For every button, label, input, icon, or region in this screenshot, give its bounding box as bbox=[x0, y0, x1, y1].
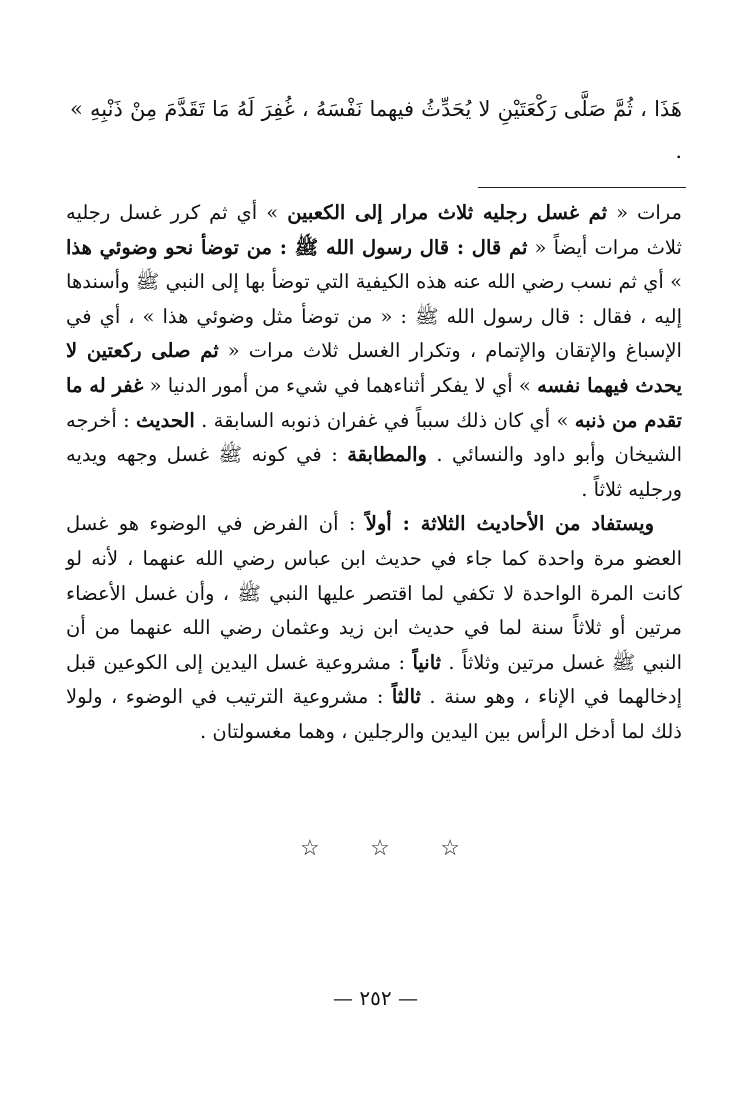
benefits-paragraph bbox=[66, 507, 682, 749]
text-run: » أي كان ذلك سبباً في غفران ذنوبه السابقة . bbox=[194, 408, 575, 432]
bold-phrase: غفر له ما تقدم من ذنبه bbox=[66, 373, 682, 432]
text-run: : مشروعية غسل اليدين إلى الكوعين قبل إدخالهما في الإناء ، وهو سنة . bbox=[66, 650, 682, 709]
separator-rule bbox=[478, 187, 686, 188]
bold-phrase: ثم صلى ركعتين لا يحدث فيهما نفسه bbox=[66, 339, 682, 397]
bold-phrase: ثم قال : قال رسول الله ﷺ : من توضأ نحو وضوئي هذا bbox=[66, 235, 528, 259]
section-divider bbox=[300, 836, 460, 861]
bold-phrase: والمطابقة bbox=[347, 443, 427, 467]
text-run: : في كونه ﷺ غسل وجهه ويديه ورجليه ثلاثاً . bbox=[66, 443, 682, 501]
text-run: » أي ثم كرر غسل رجليه ثلاث مرات أيضاً « bbox=[66, 201, 682, 259]
bold-phrase: ويستفاد من الأحاديث الثلاثة : أولاً bbox=[365, 512, 654, 536]
bold-phrase: ثالثاً bbox=[391, 685, 421, 709]
hadith-text: هَذَا ، ثُمَّ صَلَّى رَكْعَتَيْنِ لا يُحَدِّثُ فيهما نَفْسَهُ ، غُفِرَ لَهُ مَا تَقَدَّمَ مِنْ ذَنْبِهِ » . bbox=[70, 97, 682, 163]
text-run: مرات « bbox=[607, 201, 682, 224]
bold-phrase: الحديث bbox=[136, 408, 195, 432]
commentary-body bbox=[66, 196, 682, 750]
text-run: » أي لا يفكر أثناءهما في شيء من أمور الدنيا « bbox=[143, 373, 538, 397]
text-run: » أي ثم نسب رضي الله عنه هذه الكيفية التي توضأ بها إلى النبي ﷺ وأسندها إليه ، فقال : قال رسول الله ﷺ : « من توضأ مثل وضوئي هذا » ، أي في الإسباغ والإتقان والإتمام ، وتكرار الغسل ثلاث مرات « bbox=[66, 270, 682, 363]
text-run: : مشروعية الترتيب في الوضوء ، ولولا ذلك لما أدخل الرأس بين اليدين والرجلين ، وهما مغسولتان . bbox=[66, 685, 682, 743]
text-run: : أن الفرض في الوضوء هو غسل العضو مرة واحدة كما جاء في حديث ابن عباس رضي الله عنهما ، لأنه لو كانت المرة الواحدة لا تكفي لما اقتصر عليها النبي ﷺ ، وأن غسل الأعضاء مرتين أو ثلاثاً سنة لما في حديث ابن زيد وعثمان رضي الله عنهما من أن النبي ﷺ غسل مرتين وثلاثاً . bbox=[66, 512, 682, 674]
page-number: — ٢٥٢ — bbox=[333, 986, 418, 1010]
commentary-paragraph bbox=[66, 196, 682, 507]
star-icon: ☆ bbox=[300, 836, 320, 861]
bold-phrase: ثانياً bbox=[412, 650, 442, 674]
star-icon: ☆ bbox=[370, 836, 390, 861]
text-run: : أخرجه الشيخان وأبو داود والنسائي . bbox=[66, 408, 682, 467]
star-icon: ☆ bbox=[440, 836, 460, 861]
bold-phrase: ثم غسل رجليه ثلاث مرار إلى الكعبين bbox=[287, 201, 608, 224]
